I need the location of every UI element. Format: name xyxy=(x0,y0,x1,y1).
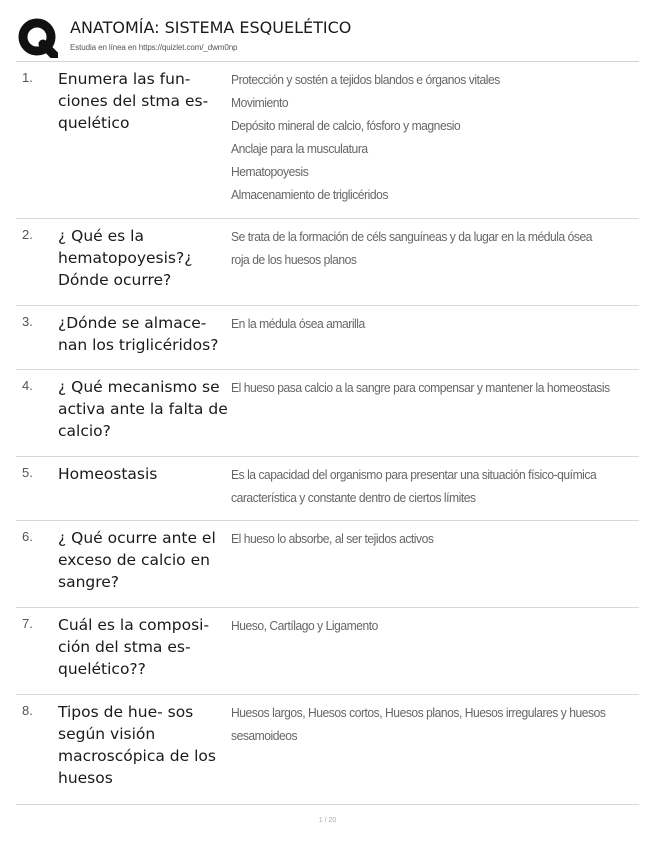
card-term: ¿ Qué es la hematopoyesis?¿ Dónde ocurre? xyxy=(58,227,193,289)
card-term: Tipos de hue- sos según visión macroscópica de los huesos xyxy=(58,703,216,787)
card-term: ¿Dónde se almace- nan los triglicéridos? xyxy=(58,314,219,354)
definition-line: Se trata de la formación de céls sanguíneas y da lugar en la médula ósea xyxy=(231,229,593,244)
card-number: 3. xyxy=(22,314,33,329)
card-row xyxy=(16,219,639,306)
definition-line: Hematopoyesis xyxy=(231,164,309,179)
definition-line: Almacenamiento de triglicéridos xyxy=(231,187,388,202)
card-definition xyxy=(231,527,608,550)
definition-line: Huesos largos, Huesos cortos, Huesos planos, Huesos irregulares y huesos xyxy=(231,705,606,720)
definition-line: En la médula ósea amarilla xyxy=(231,316,365,331)
card-definition xyxy=(231,68,608,206)
card-number: 5. xyxy=(22,465,33,480)
card-row xyxy=(16,608,639,695)
definition-line: El hueso lo absorbe, al ser tejidos activos xyxy=(231,531,434,546)
card-definition xyxy=(231,225,608,271)
card-number: 8. xyxy=(22,703,33,718)
card-row xyxy=(16,370,639,457)
definition-line: Es la capacidad del organismo para presentar una situación físico-química xyxy=(231,467,597,482)
card-row xyxy=(16,521,639,608)
document-title: ANATOMÍA: SISTEMA ESQUELÉTICO xyxy=(70,18,352,37)
card-term: ¿ Qué ocurre ante el exceso de calcio en sangre? xyxy=(58,529,216,591)
card-term: ¿ Qué mecanismo se activa ante la falta de calcio? xyxy=(58,378,228,440)
card-row xyxy=(16,457,639,521)
card-term: Cuál es la composi- ción del stma es- quelético?? xyxy=(58,616,210,678)
quizlet-logo-icon xyxy=(18,18,58,58)
card-number: 7. xyxy=(22,616,33,631)
definition-line: característica y constante dentro de ciertos límites xyxy=(231,490,476,505)
card-definition xyxy=(231,376,608,399)
card-term: Homeostasis xyxy=(58,465,158,483)
card-row xyxy=(16,62,639,219)
card-number: 2. xyxy=(22,227,33,242)
definition-line: Hueso, Cartílago y Ligamento xyxy=(231,618,378,633)
definition-line: roja de los huesos planos xyxy=(231,252,357,267)
document-subtitle: Estudia en línea en https://quizlet.com/_dwm0np xyxy=(70,43,238,52)
definition-line: Depósito mineral de calcio, fósforo y magnesio xyxy=(231,118,461,133)
card-definition xyxy=(231,614,608,637)
card-term: Enumera las fun- ciones del stma es- quelético xyxy=(58,70,209,132)
card-row xyxy=(16,695,639,805)
definition-line: Anclaje para la musculatura xyxy=(231,141,368,156)
definition-line: El hueso pasa calcio a la sangre para compensar y mantener la homeostasis xyxy=(231,380,610,395)
card-definition xyxy=(231,312,608,335)
card-definition xyxy=(231,463,608,509)
page-number: 1 / 20 xyxy=(318,817,337,824)
definition-line: sesamoideos xyxy=(231,728,298,743)
card-number: 1. xyxy=(22,70,33,85)
card-row xyxy=(16,306,639,370)
card-number: 4. xyxy=(22,378,33,393)
definition-line: Protección y sostén a tejidos blandos e órganos vitales xyxy=(231,72,500,87)
card-definition xyxy=(231,701,608,747)
card-number: 6. xyxy=(22,529,33,544)
definition-line: Movimiento xyxy=(231,95,289,110)
document-header xyxy=(16,14,639,62)
